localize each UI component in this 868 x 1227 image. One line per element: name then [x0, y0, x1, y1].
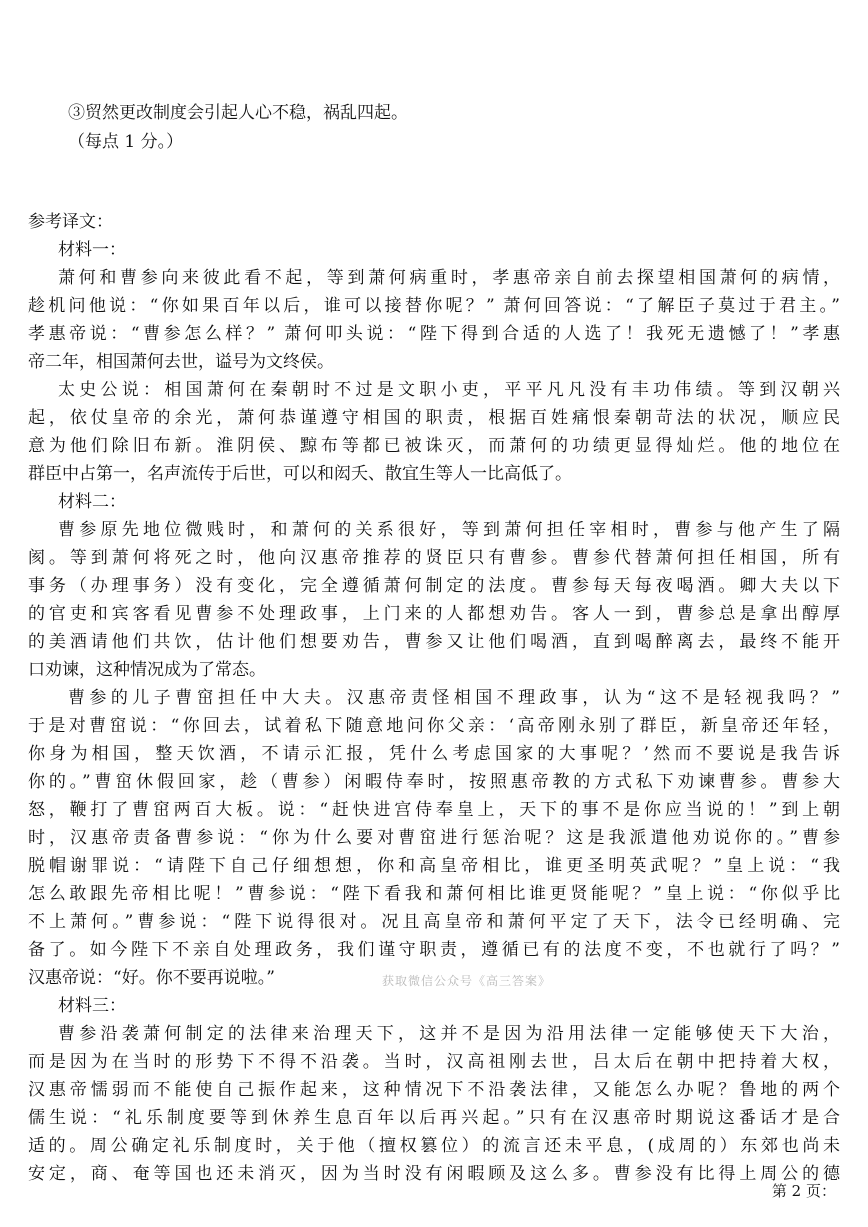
text-line: 怎么敢跟先帝相比呢！”曹参说：“陛下看我和萧何相比谁更贤能呢？”皇上说：“你似乎比 — [28, 884, 840, 904]
text-line: 备了。如今陛下不亲自处理政务，我们谨守职责，遵循已有的法度不变，不也就行了吗？” — [28, 940, 840, 960]
text-line: 事务（办理事务）没有变化，完全遵循萧何制定的法度。曹参每天每夜喝酒。卿大夫以下 — [28, 576, 840, 596]
text-line: 安定，商、奄等国也还未消灭，因为当时没有闲暇顾及这么多。曹参没有比得上周公的德 — [28, 1164, 840, 1184]
text-line: 起，依仗皇帝的余光，萧何恭谨遵守相国的职责，根据百姓痛恨秦朝苛法的状况，顺应民 — [28, 408, 840, 428]
material-2-heading: 材料二： — [58, 492, 126, 512]
text-line: 口劝谏，这种情况成为了常态。 — [28, 660, 266, 680]
section-heading-translation: 参考译文： — [28, 212, 113, 232]
material-3-heading: 材料三： — [58, 996, 126, 1016]
text-line: 汉惠帝说：“好。你不要再说啦。” — [28, 968, 275, 988]
text-line: 意为他们除旧布新。淮阴侯、黥布等都已被诛灭，而萧何的功绩更显得灿烂。他的地位在 — [28, 436, 840, 456]
text-line: 于是对曹窋说：“你回去，试着私下随意地问你父亲：‘高帝刚永别了群臣，新皇帝还年轻， — [28, 716, 840, 736]
text-line: 的官吏和宾客看见曹参不处理政事，上门来的人都想劝告。客人一到，曹参总是拿出醇厚 — [28, 604, 840, 624]
scoring-note: （每点 1 分。） — [68, 132, 184, 152]
text-line: 你身为相国，整天饮酒，不请示汇报，凭什么考虑国家的大事呢？’然而不要说是我告诉 — [28, 744, 840, 764]
watermark: 获取微信公众号《高三答案》 — [382, 974, 552, 988]
text-line: 适的。周公确定礼乐制度时，关于他（擅权篡位）的流言还未平息，(成周的）东郊也尚未 — [28, 1136, 840, 1156]
material-1-heading: 材料一： — [58, 240, 126, 260]
page-number: 第 2 页： — [771, 1182, 836, 1200]
text-line: 时，汉惠帝责备曹参说：“你为什么要对曹窋进行惩治呢？这是我派遣他劝说你的。”曹参 — [28, 828, 840, 848]
text-line: 阂。等到萧何将死之时，他向汉惠帝推荐的贤臣只有曹参。曹参代替萧何担任相国，所有 — [28, 548, 840, 568]
text-line: 汉惠帝懦弱而不能使自己振作起来，这种情况下不沿袭法律，又能怎么办呢？鲁地的两个 — [28, 1080, 840, 1100]
text-line: 孝惠帝说：“曹参怎么样？” 萧何叩头说：“陛下得到合适的人选了！我死无遗憾了！”孝惠 — [28, 324, 840, 344]
text-line: 而是因为在当时的形势下不得不沿袭。当时，汉高祖刚去世，吕太后在朝中把持着大权， — [28, 1052, 840, 1072]
text-line: 群臣中占第一，名声流传于后世，可以和闳夭、散宜生等人一比高低了。 — [28, 464, 572, 484]
text-line: 帝二年，相国萧何去世，谥号为文终侯。 — [28, 352, 334, 372]
text-line: 曹参的儿子曹窋担任中大夫。汉惠帝责怪相国不理政事，认为“这不是轻视我吗？” — [68, 688, 840, 708]
text-line: 你的。”曹窋休假回家，趁（曹参）闲暇侍奉时，按照惠帝教的方式私下劝谏曹参。曹参大 — [28, 772, 840, 792]
text-line: 脱帽谢罪说：“请陛下自己仔细想想，你和高皇帝相比，谁更圣明英武呢？”皇上说：“我 — [28, 856, 840, 876]
text-line: 趁机问他说：“你如果百年以后，谁可以接替你呢？” 萧何回答说：“了解臣子莫过于君主。” — [28, 296, 840, 316]
text-line: 的美酒请他们共饮，估计他们想要劝告，曹参又让他们喝酒，直到喝醉离去，最终不能开 — [28, 632, 840, 652]
text-line: 萧何和曹参向来彼此看不起，等到萧何病重时，孝惠帝亲自前去探望相国萧何的病情， — [58, 268, 840, 288]
text-line: 曹参沿袭萧何制定的法律来治理天下，这并不是因为沿用法律一定能够使天下大治， — [58, 1024, 840, 1044]
text-line: 太史公说：相国萧何在秦朝时不过是文职小吏，平平凡凡没有丰功伟绩。等到汉朝兴 — [58, 380, 840, 400]
text-line: 怒，鞭打了曹窋两百大板。说：“赶快进宫侍奉皇上，天下的事不是你应当说的！”到上朝 — [28, 800, 840, 820]
text-line: 不上萧何。”曹参说：“陛下说得很对。况且高皇帝和萧何平定了天下，法令已经明确、完 — [28, 912, 840, 932]
text-line: 儒生说：“礼乐制度要等到休养生息百年以后再兴起。”只有在汉惠帝时期说这番话才是合 — [28, 1108, 840, 1128]
text-line: 曹参原先地位微贱时，和萧何的关系很好，等到萧何担任宰相时，曹参与他产生了隔 — [58, 520, 840, 540]
answer-point-3: ③贸然更改制度会引起人心不稳，祸乱四起。 — [68, 103, 408, 123]
